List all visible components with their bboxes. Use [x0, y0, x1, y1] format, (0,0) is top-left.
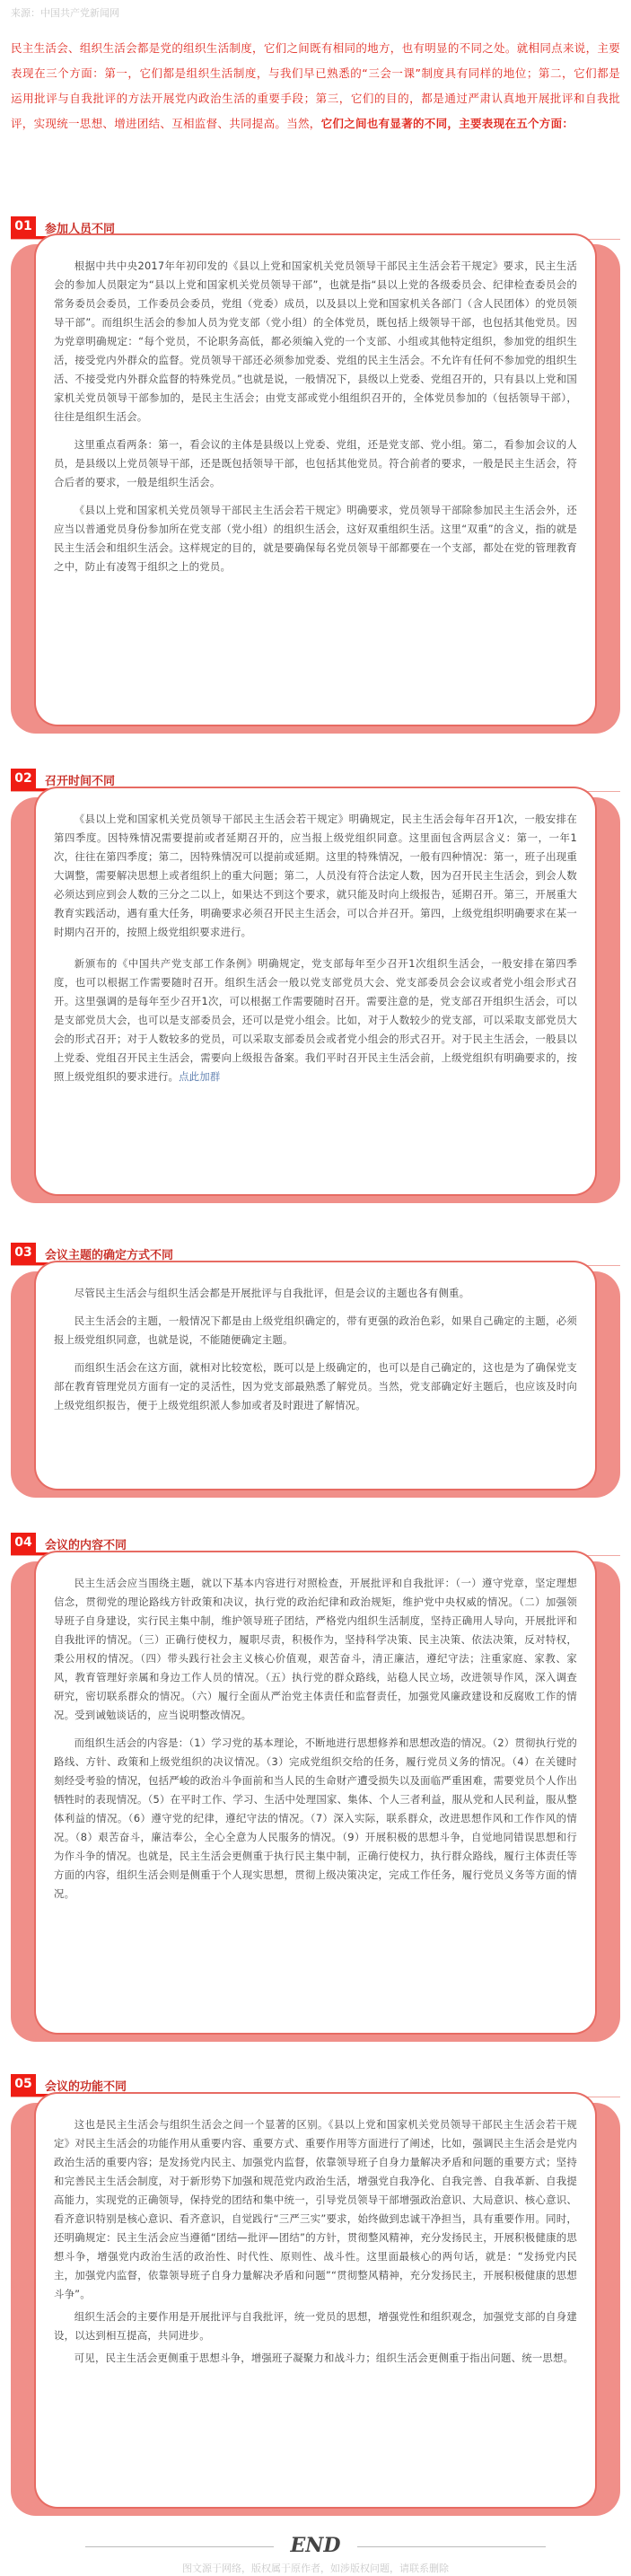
section-title-1: 参加人员不同	[36, 218, 126, 239]
section-number-2: 02	[11, 769, 36, 791]
footer-note: 图文源于网络，版权属于原作者，如涉版权问题，请联系删除	[182, 2563, 449, 2574]
section-1-paragraph-1: 根据中共中央2017年年初印发的《县以上党和国家机关党员领导干部民主生活会若干规定》要求，民主生活会的参加人员限定为“县以上党和国家机关党员领导干部”，也就是指“县以上党的各级委员会、纪律检查委员会的常务委员会委员，工作委员会委员，党组（党委）成员，以及县以上党和国家机关各部门（含人民团体）的党员领导干部”。而组织生活会的参加人员为党支部（党小组）的全体党员，既包括上级领导干部，也包括其他党员。因为党章明确规定：“每个党员，不论职务高低，都必须编入党的一个支部、小组或其他特定组织，参加党的组织生活，接受党内外群众的监督。党员领导干部还必须参加党委、党组的民主生活会。不允许有任何不参加党的组织生活、不接受党内外群众监督的特殊党员。”也就是说，一般情况下，县级以上党委、党组召开的，只有县以上党和国家机关党员领导干部参加的，是民主生活会；由党支部或党小组组织召开的，全体党员参加的（包括领导干部），往往是组织生活会。	[54, 259, 577, 423]
section-title-3: 会议主题的确定方式不同	[36, 1244, 184, 1265]
section-4-paragraph-1: 民主生活会应当围绕主题，就以下基本内容进行对照检查，开展批评和自我批评：（一）遵守党章，坚定理想信念，贯彻党的理论路线方针政策和决议，执行党的政治纪律和政治规矩，维护党中央权威的情况。（二）加强领导班子自身建设，实行民主集中制，维护领导班子团结，严格党内组织生活制度，坚持正确用人导向，开展批评和自我批评的情况。（三）正确行使权力，履职尽责，积极作为，坚持科学决策、民主决策、依法决策，反对特权，秉公用权的情况。（四）带头践行社会主义核心价值观，艰苦奋斗，清正廉洁，遵纪守法；注重家庭、家教、家风，教育管理好亲属和身边工作人员的情况。（五）执行党的群众路线，站稳人民立场，改进领导作风，深入调查研究，密切联系群众的情况。（六）履行全面从严治党主体责任和监督责任，加强党风廉政建设和反腐败工作的情况。受到诫勉谈话的，应当说明整改情况。	[54, 1577, 577, 1721]
source-line: 来源：中国共产党新闻网	[11, 7, 119, 19]
intro-text: 民主生活会、组织生活会都是党的组织生活制度，它们之间既有相同的地方，也有明显的不同之处。就相同点来说，主要表现在三个方面：第一，它们都是组织生活制度，与我们早已熟悉的“三会一课”制度具有同样的地位；第二，它们都是运用批评与自我批评的方法开展党内政治生活的重要手段；第三，它们的目的，都是通过严肃认真地开展批评和自我批评，实现统一思想、增进团结、互相监督、共同提高。当然，	[11, 41, 620, 130]
section-2-paragraph-2-text: 新颁布的《中国共产党支部工作条例》明确规定，党支部每年至少召开1次组织生活会，一般安排在第四季度，也可以根据工作需要随时召开。组织生活会一般以党支部党员大会、党支部委员会会议或者党小组会形式召开。这里强调的是每年至少召开1次，可以根据工作需要随时召开。需要注意的是，党支部召开组织生活会，可以是支部党员大会，也可以是支部委员会，还可以是党小组会。比如，对于人数较少的党支部，可以采取支部党员大会的形式召开；对于人数较多的党员，可以采取支部委员会或者党小组会的形式召开。对于民主生活会，一般县以上党委、党组召开民主生活会，需要向上级报告备案。我们平时召开民主生活会前，上级党组织有明确要求的，按照上级党组织的要求进行。	[54, 957, 577, 1083]
section-number-1: 01	[11, 216, 36, 239]
section-card-1	[36, 235, 595, 725]
section-card-5	[36, 2094, 595, 2507]
section-5-paragraph-3: 可见，民主生活会更侧重于思想斗争，增强班子凝聚力和战斗力；组织生活会更侧重于指出问题、统一思想。	[74, 2352, 574, 2364]
section-number-4: 04	[11, 1533, 36, 1555]
section-2-paragraph-2	[54, 954, 577, 1086]
intro-paragraph	[11, 36, 620, 136]
section-1-paragraph-3: 《县以上党和国家机关党员领导干部民主生活会若干规定》明确要求，党员领导干部除参加民主生活会外，还应当以普通党员身份参加所在党支部（党小组）的组织生活会，这好双重组织生活。这里“双重”的含义，指的就是民主生活会和组织生活会。这样规定的目的，就是要确保每名党员领导干部都要在一个支部，都处在党的管理教育之中，防止有凌驾于组织之上的党员。	[54, 504, 577, 573]
section-title-4: 会议的内容不同	[36, 1534, 137, 1555]
section-number-5: 05	[11, 2074, 36, 2097]
section-3-paragraph-1: 尽管民主生活会与组织生活会都是开展批评与自我批评，但是会议的主题也各有侧重。	[74, 1287, 470, 1299]
intro-strong: 它们之间也有显著的不同，主要表现在五个方面：	[320, 117, 574, 130]
section-3-paragraph-2: 民主生活会的主题，一般情况下都是由上级党组织确定的，带有更强的政治色彩，如果自己确定的主题，必须报上级党组织同意，也就是说，不能随便确定主题。	[54, 1314, 577, 1346]
section-number-3: 03	[11, 1243, 36, 1265]
section-5-paragraph-2: 组织生活会的主要作用是开展批评与自我批评，统一党员的思想，增强党性和组织观念，加强党支部的自身建设，以达到相互提高，共同进步。	[54, 2310, 577, 2342]
section-1-paragraph-2: 这里重点看两条：第一，看会议的主体是县级以上党委、党组，还是党支部、党小组。第二，看参加会议的人员，是县级以上党员领导干部，还是既包括领导干部，也包括其他党员。符合前者的要求，一般是民主生活会，符合后者的要求，一般是组织生活会。	[54, 438, 577, 488]
end-mark: END	[290, 2534, 341, 2557]
section-4-paragraph-2: 而组织生活会的内容是：（1）学习党的基本理论，不断地进行思想修养和思想改造的情况。（2）贯彻执行党的路线、方针、政策和上级党组织的决议情况。（3）完成党组织交给的任务，履行党员义务的情况。（4）在关键时刻经受考验的情况，包括严峻的政治斗争面前和当人民的生命财产遭受损失以及面临严重困难，需要党员个人作出牺牲时的表现情况。（5）在平时工作、学习、生活中处理国家、集体、个人三者利益，服从党和人民利益，服从整体利益的情况。（6）遵守党的纪律，遵纪守法的情况。（7）深入实际，联系群众，改进思想作风和工作作风的情况。（8）艰苦奋斗，廉洁奉公，全心全意为人民服务的情况。（9）开展积极的思想斗争，自觉地同错误思想和行为作斗争的情况。也就是，民主生活会更侧重于执行民主集中制，正确行使权力，执行群众路线，履行主体责任等方面的内容，组织生活会则是侧重于个人现实思想，贯彻上级决策决定，完成工作任务，履行党员义务等方面的情况。	[54, 1736, 577, 1900]
section-title-2: 召开时间不同	[36, 770, 126, 791]
section-3-paragraph-3: 而组织生活会在这方面，就相对比较宽松，既可以是上级确定的，也可以是自己确定的，这也是为了确保党支部在教育管理党员方面有一定的灵活性，因为党支部最熟悉了解党员。当然，党支部确定好主题后，也应该及时向上级党组织报告，便于上级党组织派人参加或者及时跟进了解情况。	[54, 1361, 577, 1411]
section-card-3	[36, 1262, 595, 1489]
section-card-4	[36, 1552, 595, 2033]
join-group-link[interactable]: 点此加群	[179, 1070, 221, 1083]
section-title-5: 会议的功能不同	[36, 2076, 137, 2097]
section-2-paragraph-1: 《县以上党和国家机关党员领导干部民主生活会若干规定》明确规定，民主生活会每年召开1次，一般安排在第四季度。因特殊情况需要提前或者延期召开的，应当报上级党组织同意。这里面包含两层含义：第一，一年1次，往往在第四季度；第二，因特殊情况可以提前或延期。这里的特殊情况，一般有四种情况：第一，班子出现重大调整，需要解决思想上或者组织上的重大问题；第二，人员没有符合法定人数，因为召开民主生活会，到会人数必须达到应到会人数的三分之二以上，如果达不到这个要求，就只能及时向上级报告，延期召开。第三，开展重大教育实践活动，遇有重大任务，明确要求必须召开民主生活会，可以合并召开。第四，上级党组织明确要求在某一时期内召开的，按照上级党组织要求进行。	[54, 813, 577, 938]
section-card-2	[36, 788, 595, 1194]
section-5-paragraph-1: 这也是民主生活会与组织生活会之间一个显著的区别。《县以上党和国家机关党员领导干部民主生活会若干规定》对民主生活会的功能作用从重要内容、重要方式、重要作用等方面进行了阐述，比如，强调民主生活会是党内政治生活的重要内容；是发扬党内民主、加强党内监督，依靠领导班子自身力量解决矛盾和问题的重要方式；坚持和完善民主生活会制度，对于新形势下加强和规范党内政治生活，增强党自我净化、自我完善、自我革新、自我提高能力，实现党的正确领导，保持党的团结和集中统一，引导党员领导干部增强政治意识、大局意识、核心意识、看齐意识特别是核心意识、看齐意识，自觉践行“三严三实”要求，始终做到忠诚干净担当，具有重要作用。同时，还明确规定：民主生活会应当遵循“团结—批评—团结”的方针，贯彻整风精神，充分发扬民主，开展积极健康的思想斗争，增强党内政治生活的政治性、时代性、原则性、战斗性。这里面最核心的两句话，就是：“发扬党内民主，加强党内监督，依靠领导班子自身力量解决矛盾和问题”“贯彻整风精神，充分发扬民主，开展积极健康的思想斗争”。	[54, 2118, 577, 2300]
